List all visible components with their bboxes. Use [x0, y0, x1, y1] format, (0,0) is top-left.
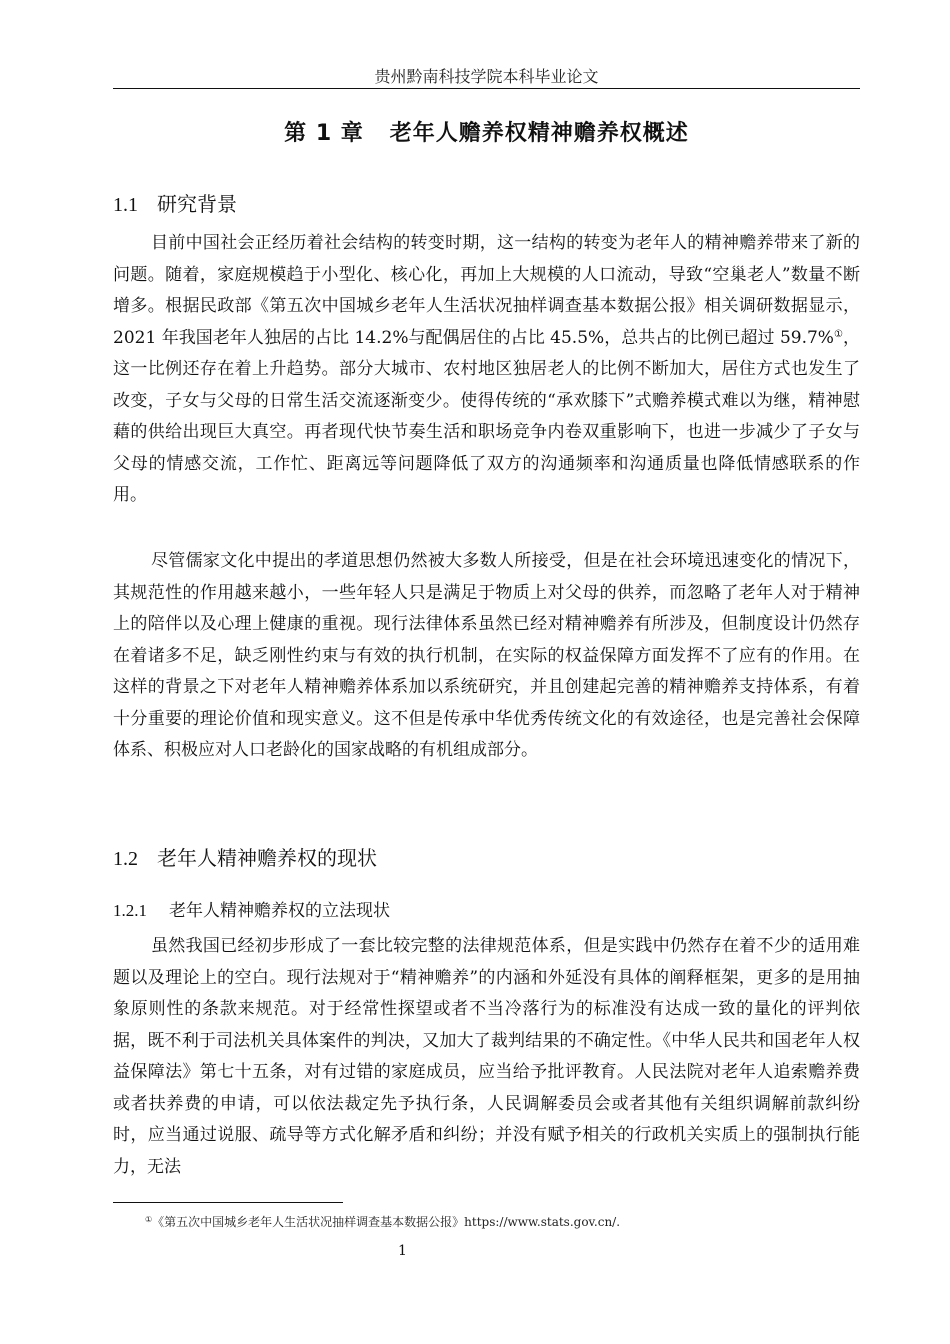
chapter-number: 第 1 章	[284, 121, 364, 146]
footnote	[145, 1213, 620, 1230]
section-title: 研究背景	[157, 192, 237, 216]
footnote-text: 《第五次中国城乡老年人生活状况抽样调查基本数据公报》https://www.stats.gov.cn/.	[152, 1215, 621, 1229]
paragraph-research-background-1	[113, 228, 860, 512]
paragraph-text: 目前中国社会正经历着社会结构的转变时期，这一结构的转变为老年人的精神赡养带来了新的问题。随着，家庭规模趋于小型化、核心化，再加上大规模的人口流动，导致“空巢老人”数量不断增多。根据民政部《第五次中国城乡老年人生活状况抽样调查基本数据公报》相关调研数据显示，2021 年我国老年人独居的占比 14.2%与配偶居住的占比 45.5%，总共占的比例已超过 59.7%	[113, 233, 860, 348]
footnote-rule	[113, 1202, 343, 1203]
footnote-reference[interactable]: ①	[833, 328, 843, 340]
header-rule	[113, 88, 860, 89]
section-number: 1.2	[113, 848, 138, 870]
chapter-name: 老年人赡养权精神赡养权概述	[389, 121, 689, 146]
paragraph-research-background-2: 尽管儒家文化中提出的孝道思想仍然被大多数人所接受，但是在社会环境迅速变化的情况下，其规范性的作用越来越小，一些年轻人只是满足于物质上对父母的供养，而忽略了老年人对于精神上的陪伴以及心理上健康的重视。现行法律体系虽然已经对精神赡养有所涉及，但制度设计仍然存在着诸多不足，缺乏刚性约束与有效的执行机制，在实际的权益保障方面发挥不了应有的作用。在这样的背景之下对老年人精神赡养体系加以系统研究，并且创建起完善的精神赡养支持体系，有着十分重要的理论价值和现实意义。这不但是传承中华优秀传统文化的有效途径，也是完善社会保障体系、积极应对人口老龄化的国家战略的有机组成部分。	[113, 551, 860, 760]
paragraph-text: ，这一比例还存在着上升趋势。部分大城市、农村地区独居老人的比例不断加大，居住方式也发生了改变，子女与父母的日常生活交流逐渐变少。使得传统的“承欢膝下”式赡养模式难以为继，精神慰藉的供给出现巨大真空。再者现代快节奏生活和职场竞争内卷双重影响下，也进一步减少了子女与父母的情感交流，工作忙、距离远等问题降低了双方的沟通频率和沟通质量也降低情感联系的作用。	[113, 327, 860, 505]
section-number: 1.1	[113, 194, 138, 216]
running-header: 贵州黔南科技学院本科毕业论文	[374, 67, 599, 86]
section-title: 老年人精神赡养权的现状	[157, 846, 377, 870]
chapter-title	[113, 116, 860, 147]
section-heading-1-1	[113, 188, 237, 217]
subsection-heading-1-2-1	[113, 896, 390, 921]
paragraph-legislation-status: 虽然我国已经初步形成了一套比较完整的法律规范体系，但是实践中仍然存在着不少的适用难题以及理论上的空白。现行法规对于“精神赡养”的内涵和外延没有具体的阐释框架，更多的是用抽象原则性的条款来规范。对于经常性探望或者不当冷落行为的标准没有达成一致的量化的评判依据，既不利于司法机关具体案件的判决，又加大了裁判结果的不确定性。《中华人民共和国老年人权益保障法》第七十五条，对有过错的家庭成员，应当给予批评教育。人民法院对老年人追索赡养费或者扶养费的申请，可以依法裁定先予执行条，人民调解委员会或者其他有关组织调解前款纠纷时，应当通过说服、疏导等方式化解矛盾和纠纷；并没有赋予相关的行政机关实质上的强制执行能力，无法	[113, 936, 860, 1177]
subsection-number: 1.2.1	[113, 901, 147, 920]
footnote-mark: ①	[145, 1215, 153, 1224]
page-number: 1	[398, 1243, 407, 1259]
subsection-title: 老年人精神赡养权的立法现状	[169, 901, 390, 921]
section-heading-1-2	[113, 842, 377, 871]
